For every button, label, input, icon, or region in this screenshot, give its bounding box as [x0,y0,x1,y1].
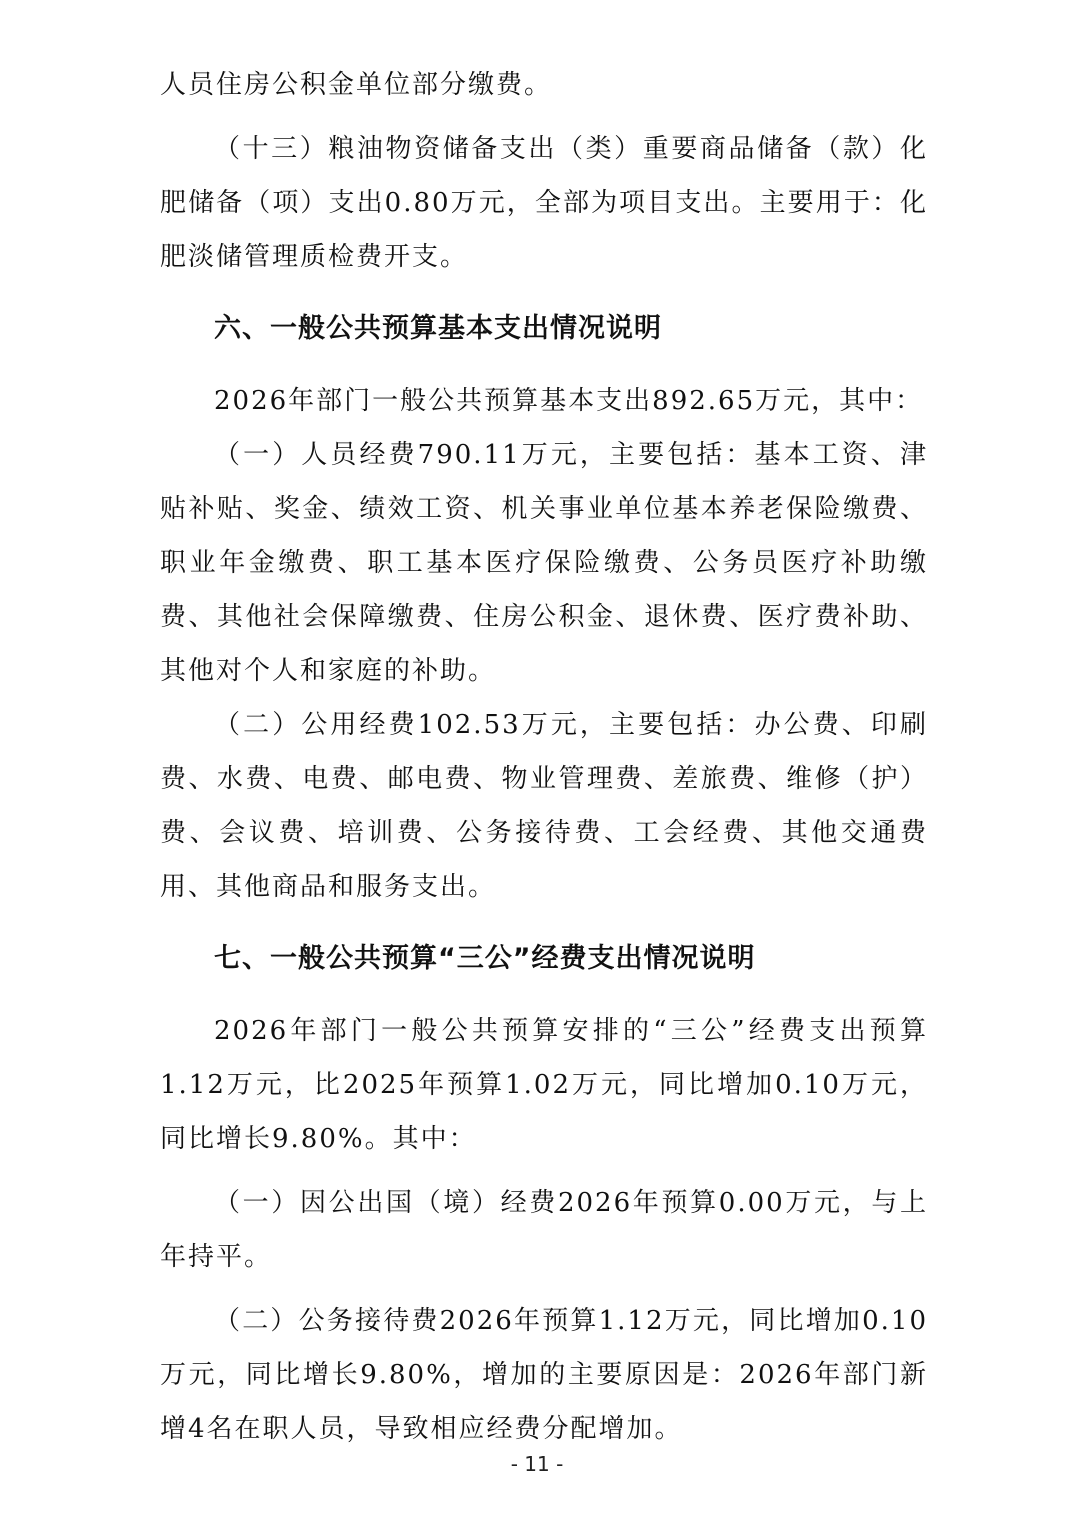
section-6-item-personnel: （一）人员经费790.11万元，主要包括：基本工资、津贴补贴、奖金、绩效工资、机关事业单位基本养老保险缴费、职业年金缴费、职工基本医疗保险缴费、公务员医疗补助缴费、其他社会保障缴费、住房公积金、退休费、医疗费补助、其他对个人和家庭的补助。 [160,440,928,686]
section-heading-7: 七、一般公共预算“三公”经费支出情况说明 [214,943,756,974]
section-7-item-abroad: （一）因公出国（境）经费2026年预算0.00万元，与上年持平。 [160,1188,928,1272]
section-heading-6: 六、一般公共预算基本支出情况说明 [214,313,662,344]
section-6-intro: 2026年部门一般公共预算基本支出892.65万元，其中： [214,386,924,416]
paragraph-continuation: 人员住房公积金单位部分缴费。 [160,70,553,100]
page-number: - 11 - [510,1452,564,1476]
document-body [160,58,928,1456]
section-7-intro: 2026年部门一般公共预算安排的“三公”经费支出预算1.12万元，比2025年预算1.02万元，同比增加0.10万元，同比增长9.80%。其中： [160,1016,928,1154]
paragraph-item-13: （十三）粮油物资储备支出（类）重要商品储备（款）化肥储备（项）支出0.80万元，全部为项目支出。主要用于：化肥淡储管理质检费开支。 [160,134,928,272]
section-7-item-reception: （二）公务接待费2026年预算1.12万元，同比增加0.10万元，同比增长9.80%，增加的主要原因是：2026年部门新增4名在职人员，导致相应经费分配增加。 [160,1306,928,1444]
section-6-item-public: （二）公用经费102.53万元，主要包括：办公费、印刷费、水费、电费、邮电费、物业管理费、差旅费、维修（护）费、会议费、培训费、公务接待费、工会经费、其他交通费用、其他商品和服务支出。 [160,710,928,902]
